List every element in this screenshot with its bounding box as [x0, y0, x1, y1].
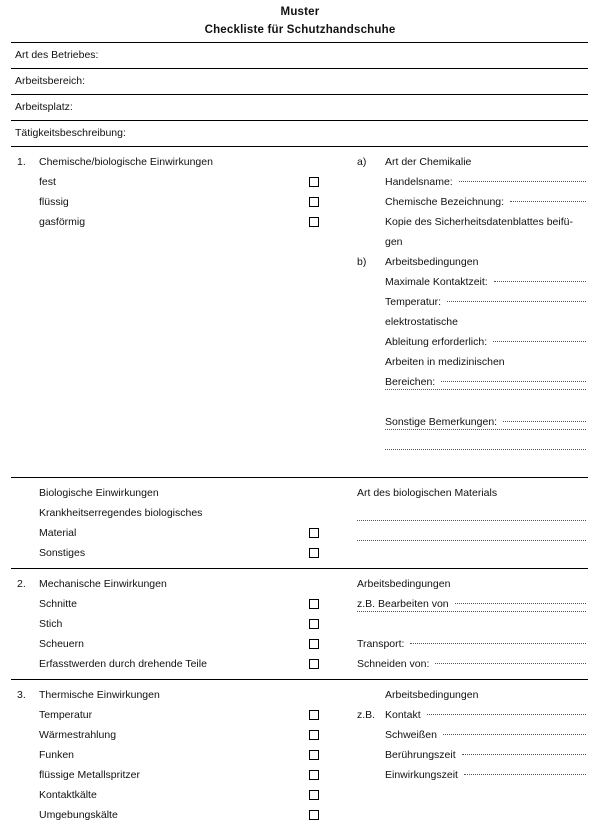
column-heading: Arbeitsbedingungen [357, 578, 451, 590]
checkbox-row-umgebungskaelte[interactable] [11, 805, 345, 825]
field-label: Ableitung erforderlich: [385, 336, 488, 348]
checkbox-row-gasfoermig[interactable] [11, 212, 345, 232]
subsection-title: Art der Chemikalie [385, 156, 472, 168]
column-heading-row [357, 574, 588, 594]
section-thermal-right [345, 685, 588, 825]
column-heading-row [357, 685, 588, 705]
field-label: Schneiden von: [357, 658, 430, 670]
page-subtitle: Checkliste für Schutzhandschuhe [204, 24, 396, 36]
checkbox-gasfoermig[interactable] [309, 217, 319, 227]
checkbox-cell[interactable] [309, 172, 345, 192]
checkbox-kontaktkaelte[interactable] [309, 790, 319, 800]
field-row-ableitung-erforderlich[interactable] [357, 332, 588, 352]
checkbox-label: Scheuern [39, 638, 84, 650]
checkbox-row-erfasstwerden[interactable] [11, 654, 345, 674]
note-line-2: gen [385, 236, 403, 248]
checkbox-label: Wärmestrahlung [39, 729, 117, 741]
checkbox-funken[interactable] [309, 750, 319, 760]
checkbox-label: Material [39, 527, 77, 539]
section-chemical-right [345, 152, 588, 472]
column-heading: Art des biologischen Materials [357, 487, 498, 499]
checkbox-schnitte[interactable] [309, 599, 319, 609]
checkbox-label: Stich [39, 618, 63, 630]
section-thermal [11, 680, 588, 830]
checkbox-waermestrahlung[interactable] [309, 730, 319, 740]
field-label: Maximale Kontaktzeit: [385, 276, 488, 288]
field-row-taetigkeitsbeschreibung[interactable] [11, 121, 588, 147]
checkbox-label: Sonstiges [39, 547, 86, 559]
checkbox-label: fest [39, 176, 56, 188]
medical-line-1: Arbeiten in medizinischen [385, 356, 505, 368]
wrapped-label: Krankheitserregendes biologisches [39, 507, 203, 519]
field-row-art-des-betriebes[interactable] [11, 43, 588, 69]
checkbox-label: Schnitte [39, 598, 77, 610]
checkbox-cell[interactable] [309, 634, 345, 654]
section-heading: Thermische Einwirkungen [39, 689, 160, 701]
checkbox-row-metallspritzer[interactable] [11, 765, 345, 785]
subsection-a-heading [357, 152, 588, 172]
checkbox-cell[interactable] [309, 785, 345, 805]
checkbox-stich[interactable] [309, 619, 319, 629]
checkbox-cell[interactable] [309, 705, 345, 725]
section-heading-row [11, 152, 345, 172]
section-heading-row [11, 574, 345, 594]
note-line-1: Kopie des Sicherheitsdatenblattes beifü- [385, 216, 573, 228]
field-row-transport[interactable] [357, 634, 588, 654]
field-label: Arbeitsplatz: [15, 101, 73, 113]
checkbox-row-fluessig[interactable] [11, 192, 345, 212]
section-number: 2. [17, 578, 26, 590]
checkbox-label: Erfasstwerden durch drehende Teile [39, 658, 207, 670]
subsection-letter: a) [357, 156, 367, 168]
checkbox-label: Kontaktkälte [39, 789, 97, 801]
checkbox-sonstiges[interactable] [309, 548, 319, 558]
write-in-line[interactable] [493, 341, 586, 342]
checkbox-row-scheuern[interactable] [11, 634, 345, 654]
field-label: Art des Betriebes: [15, 49, 99, 61]
checkbox-material[interactable] [309, 528, 319, 538]
field-row-schweissen[interactable] [357, 725, 588, 745]
checkbox-row-kontaktkaelte[interactable] [11, 785, 345, 805]
checkbox-cell[interactable] [309, 805, 345, 825]
checkbox-fluessig[interactable] [309, 197, 319, 207]
checkbox-fest[interactable] [309, 177, 319, 187]
field-row-temperatur[interactable] [357, 292, 588, 312]
checkbox-row-waermestrahlung[interactable] [11, 725, 345, 745]
checkbox-cell[interactable] [309, 725, 345, 745]
electrostatic-line-1: elektrostatische [385, 316, 458, 328]
write-in-line[interactable] [443, 734, 586, 735]
section-mechanical-right [345, 574, 588, 674]
checkbox-label: Funken [39, 749, 75, 761]
field-label: Berührungszeit [385, 749, 456, 761]
checkbox-cell[interactable] [309, 654, 345, 674]
wrapped-label-row [11, 503, 345, 523]
write-in-line[interactable] [357, 611, 586, 612]
subsection-letter: b) [357, 256, 367, 268]
section-heading-row [11, 483, 345, 503]
field-row-arbeitsplatz[interactable] [11, 95, 588, 121]
write-in-line[interactable] [462, 754, 586, 755]
field-row-chemische-bezeichnung[interactable] [357, 192, 588, 212]
section-heading-row [11, 685, 345, 705]
form-frame [11, 42, 588, 830]
section-heading: Mechanische Einwirkungen [39, 578, 167, 590]
checkbox-metallspritzer[interactable] [309, 770, 319, 780]
section-biological [11, 478, 588, 569]
checkbox-temperatur[interactable] [309, 710, 319, 720]
section-number: 1. [17, 156, 26, 168]
section-chemical-left [11, 152, 345, 472]
checkbox-label: Temperatur [39, 709, 93, 721]
section-heading: Biologische Einwirkungen [39, 487, 159, 499]
checkbox-erfasstwerden[interactable] [309, 659, 319, 669]
checkbox-cell[interactable] [309, 523, 345, 543]
field-row-handelsname[interactable] [357, 172, 588, 192]
section-mechanical-left [11, 574, 345, 674]
field-label: Transport: [357, 638, 405, 650]
field-row-bearbeiten-von-cont[interactable] [357, 614, 588, 634]
write-in-line[interactable] [385, 389, 586, 390]
field-row-arbeitsbereich[interactable] [11, 69, 588, 95]
checkbox-row-schnitte[interactable] [11, 594, 345, 614]
field-row-beruehrungszeit[interactable] [357, 745, 588, 765]
title-block [0, 0, 600, 38]
checkbox-label: Umgebungskälte [39, 809, 118, 821]
checkbox-row-material[interactable] [11, 523, 345, 543]
column-heading: Arbeitsbedingungen [385, 689, 479, 701]
field-row-sonstiges-line[interactable] [357, 543, 588, 563]
checkbox-label: gasförmig [39, 216, 86, 228]
write-in-line[interactable] [441, 381, 586, 382]
subsection-b-heading [357, 252, 588, 272]
checkbox-row-sonstiges[interactable] [11, 543, 345, 563]
write-in-line[interactable] [385, 429, 586, 430]
checkbox-cell[interactable] [309, 543, 345, 563]
field-row-bereichen-cont[interactable] [357, 392, 588, 412]
write-in-line[interactable] [447, 301, 586, 302]
write-in-line[interactable] [455, 603, 586, 604]
checkbox-cell[interactable] [309, 192, 345, 212]
field-row-maximale-kontaktzeit[interactable] [357, 272, 588, 292]
checkbox-cell[interactable] [309, 594, 345, 614]
section-mechanical [11, 569, 588, 680]
checkbox-cell[interactable] [309, 212, 345, 232]
write-in-line[interactable] [494, 281, 586, 282]
write-in-line[interactable] [357, 540, 586, 541]
column-heading-row [357, 483, 588, 503]
example-prefix: z.B. [357, 709, 376, 721]
checkbox-label: flüssig [39, 196, 69, 208]
field-label: Handelsname: [385, 176, 453, 188]
write-in-line[interactable] [435, 663, 586, 664]
write-in-line[interactable] [464, 774, 586, 775]
checkbox-cell[interactable] [309, 765, 345, 785]
section-chemical [11, 147, 588, 478]
checkbox-row-fest[interactable] [11, 172, 345, 192]
field-label: Sonstige Bemerkungen: [385, 416, 498, 428]
checkbox-cell[interactable] [309, 614, 345, 634]
field-row-einwirkungszeit[interactable] [357, 765, 588, 785]
field-label: Schweißen [385, 729, 437, 741]
section-number: 3. [17, 689, 26, 701]
field-label: Arbeitsbereich: [15, 75, 86, 87]
checkbox-row-funken[interactable] [11, 745, 345, 765]
page-title: Muster [280, 6, 320, 18]
write-in-line[interactable] [410, 643, 586, 644]
section-biological-left [11, 483, 345, 563]
write-in-line[interactable] [459, 181, 586, 182]
checkbox-cell[interactable] [309, 745, 345, 765]
field-label: Chemische Bezeichnung: [385, 196, 505, 208]
checkbox-scheuern[interactable] [309, 639, 319, 649]
checkbox-label: flüssige Metallspritzer [39, 769, 140, 781]
field-label: Bereichen: [385, 376, 436, 388]
section-heading: Chemische/biologische Einwirkungen [39, 156, 213, 168]
field-label: Kontakt [385, 709, 421, 721]
checkbox-row-stich[interactable] [11, 614, 345, 634]
write-in-line[interactable] [510, 201, 586, 202]
subsection-title: Arbeitsbedingungen [385, 256, 479, 268]
field-row-sonstige-bemerkungen-cont-2[interactable] [357, 452, 588, 472]
field-row-kontakt[interactable] [357, 705, 588, 725]
field-label: z.B. Bearbeiten von [357, 598, 449, 610]
section-thermal-left [11, 685, 345, 825]
field-row-schneiden-von[interactable] [357, 654, 588, 674]
checkbox-umgebungskaelte[interactable] [309, 810, 319, 820]
field-label: Temperatur: [385, 296, 442, 308]
checkbox-row-temperatur[interactable] [11, 705, 345, 725]
field-label: Einwirkungszeit [385, 769, 458, 781]
write-in-line[interactable] [427, 714, 586, 715]
write-in-line[interactable] [357, 520, 586, 521]
write-in-line[interactable] [503, 421, 586, 422]
section-biological-right [345, 483, 588, 563]
field-label: Tätigkeitsbeschreibung: [15, 127, 126, 139]
write-in-line[interactable] [385, 449, 586, 450]
